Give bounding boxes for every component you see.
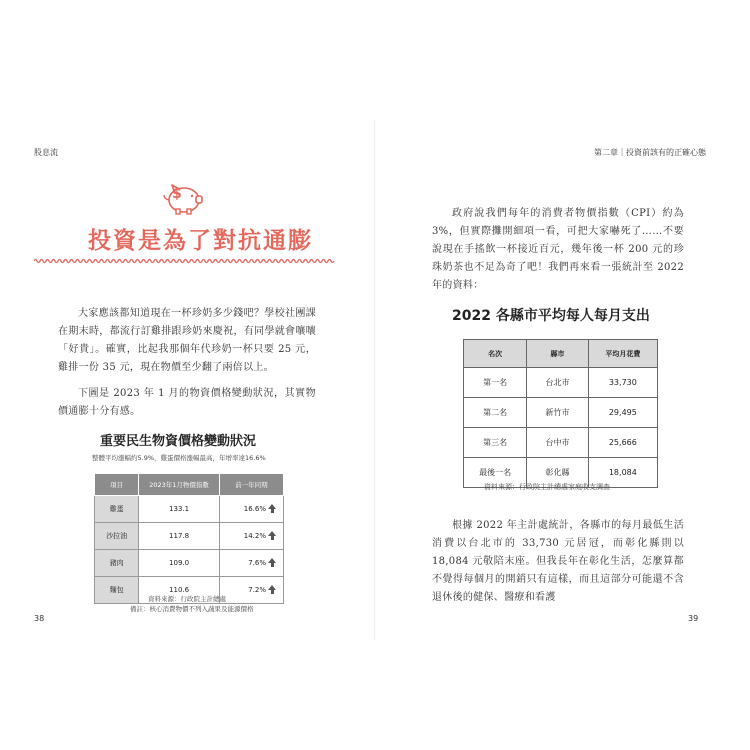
item-cell: 沙拉油 (95, 523, 139, 550)
city-spending-table (463, 339, 658, 488)
table-row (95, 550, 284, 577)
index-cell: 117.8 (139, 523, 220, 550)
spending-table-title: 2022 各縣市平均每人每月支出 (452, 308, 650, 324)
item-cell: 豬肉 (95, 550, 139, 577)
price-table-source: 資料來源：行政院主計總處 (148, 595, 226, 603)
amount-cell: 18,084 (588, 458, 657, 488)
rank-cell: 第三名 (464, 428, 527, 458)
amount-cell: 29,495 (588, 398, 657, 428)
intro-paragraph-1: 大家應該都知道現在一杯珍奶多少錢吧？學校社團課在期末時，都流行訂雞排跟珍奶來慶祝，有同學就會嚷嚷「好貴」。確實，比起我那個年代珍奶一杯只要 25 元，雞排一份 35 元，現在物價至少翻了兩倍以上。 (58, 308, 316, 373)
right-page-number: 39 (688, 614, 699, 623)
change-value: 7.6% (248, 559, 266, 567)
item-cell: 雞蛋 (95, 496, 139, 523)
dollar-sign: $ (172, 186, 182, 202)
change-cell (219, 577, 283, 604)
col-header-amount: 平均月花費 (588, 340, 657, 368)
change-cell (219, 523, 283, 550)
col-header-item: 項目 (95, 474, 139, 496)
price-table-note: 備註：核心消費物價不列入蔬果及能源價格 (130, 605, 254, 613)
wavy-divider (34, 257, 339, 265)
city-cell: 彰化縣 (527, 458, 588, 488)
rank-cell: 第二名 (464, 398, 527, 428)
table-row (95, 523, 284, 550)
change-value: 16.6% (243, 505, 266, 513)
chapter-section-title: 投資是為了對抗通膨 (88, 228, 313, 254)
rank-cell: 最後一名 (464, 458, 527, 488)
change-cell (219, 496, 283, 523)
rank-cell: 第一名 (464, 368, 527, 398)
amount-cell: 25,666 (588, 428, 657, 458)
index-cell: 109.0 (139, 550, 220, 577)
change-value: 7.2% (248, 586, 266, 594)
table-row (95, 496, 284, 523)
table-row (464, 428, 658, 458)
left-page-number: 38 (34, 614, 45, 623)
left-running-header: 股息流 (34, 148, 58, 157)
page-gutter (374, 120, 375, 640)
col-header-city: 縣市 (527, 340, 588, 368)
intro-paragraph-2: 下圖是 2023 年 1 月的物資價格變動狀況，其實物價通膨十分有感。 (58, 388, 316, 417)
change-value: 14.2% (243, 532, 266, 540)
city-spending-paragraph: 根據 2022 年主計處統計，各縣市的每月最低生活消費以台北市的 33,730 元居冠，而彰化縣則以 18,084 元敬陪末座。但我長年在彰化生活，怎麼算都不覺得每個月的開銷只有這樣，而且這部分可能還不含退休後的健保、醫療和看護 (432, 520, 684, 603)
index-cell: 110.6 (139, 577, 220, 604)
index-cell: 133.1 (139, 496, 220, 523)
change-cell (219, 550, 283, 577)
city-cell: 新竹市 (527, 398, 588, 428)
right-running-header: 第二章｜投資前該有的正確心態 (594, 148, 706, 157)
cpi-paragraph: 政府說我們每年的消費者物價指數（CPI）約為 3%，但實際攤開細項一看，可把大家嚇死了……不要說現在手搖飲一杯接近百元，幾年後一杯 200 元的珍珠奶茶也不足為奇了吧！我們再來看一張統計至 2022 年的資料： (432, 208, 684, 291)
col-header-rank: 名次 (464, 340, 527, 368)
city-cell: 台北市 (527, 368, 588, 398)
piggy-bank-icon (160, 180, 206, 218)
price-table-title: 重要民生物資價格變動狀況 (100, 434, 257, 449)
price-change-table (94, 473, 284, 604)
table-row (464, 368, 658, 398)
item-cell: 麵包 (95, 577, 139, 604)
spending-table-source: 資料來源：行政院主計總處家庭收支調查 (484, 483, 610, 491)
city-cell: 台中市 (527, 428, 588, 458)
col-header-change: 前一年同期 (219, 474, 283, 496)
amount-cell: 33,730 (588, 368, 657, 398)
table-row (464, 398, 658, 428)
col-header-index: 2023年1月物價指數 (139, 474, 220, 496)
price-table-subtitle: 整體平均漲幅約5.9%，雞蛋價格漲幅最高，年增率達16.6% (92, 454, 266, 462)
